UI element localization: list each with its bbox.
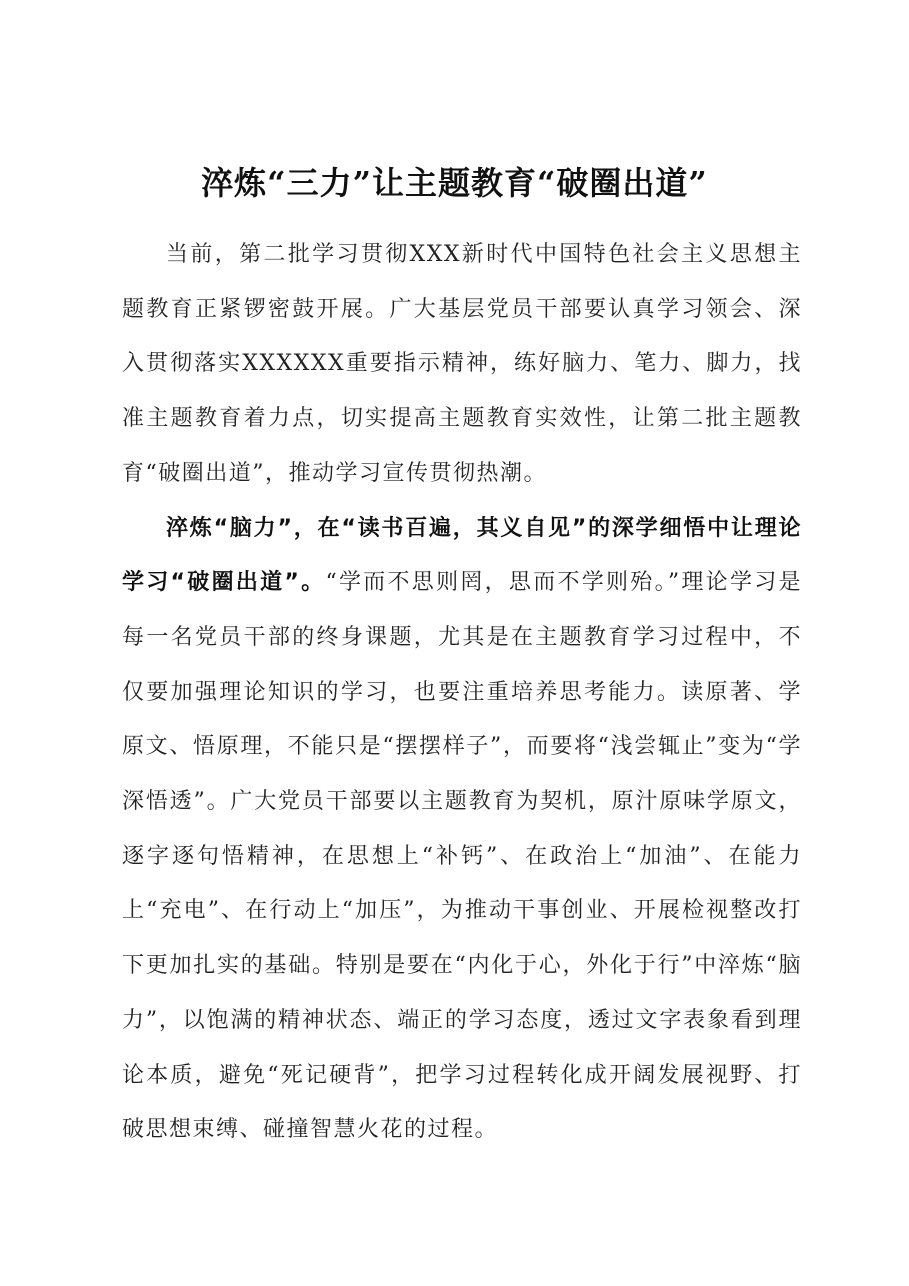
paragraph-brain-power-text: “学而不思则罔，思而不学则殆。”理论学习是每一名党员干部的终身课题，尤其是在主题教育学习过程中，不仅要加强理论知识的学习，也要注重培养思考能力。读原著、学原文、悟原理，不能只是“摆摆样子”，而要将“浅尝辄止”变为“学深悟透”。广大党员干部要以主题教育为契机，原汁原味学原文，逐字逐句悟精神，在思想上“补钙”、在政治上“加油”、在能力上“充电”、在行动上“加压”，为推动干事创业、开展检视整改打下更加扎实的基础。特别是要在“内化于心，外化于行”中淬炼“脑力”，以饱满的精神状态、端正的学习态度，透过文字表象看到理论本质，避免“死记硬背”，把学习过程转化成开阔发展视野、打破思想束缚、碰撞智慧火花的过程。	[122, 570, 803, 1143]
document-body	[122, 228, 802, 1158]
paragraph-intro	[122, 228, 802, 502]
paragraph-intro-text: 当前，第二批学习贯彻XXX新时代中国特色社会主义思想主题教育正紧锣密鼓开展。广大基层党员干部要认真学习领会、深入贯彻落实XXXXXX重要指示精神，练好脑力、笔力、脚力，找准主题教育着力点，切实提高主题教育实效性，让第二批主题教育“破圈出道”，推动学习宣传贯彻热潮。	[122, 242, 802, 486]
document-title: 淬炼“三力”让主题教育“破圈出道”	[201, 164, 708, 202]
paragraph-heading-brain-power: 淬炼“脑力”，在“读书百遍，其义自见”的深学细悟中让理论学习“破圈出道”。	[122, 515, 802, 596]
paragraph-brain-power	[122, 502, 802, 1158]
